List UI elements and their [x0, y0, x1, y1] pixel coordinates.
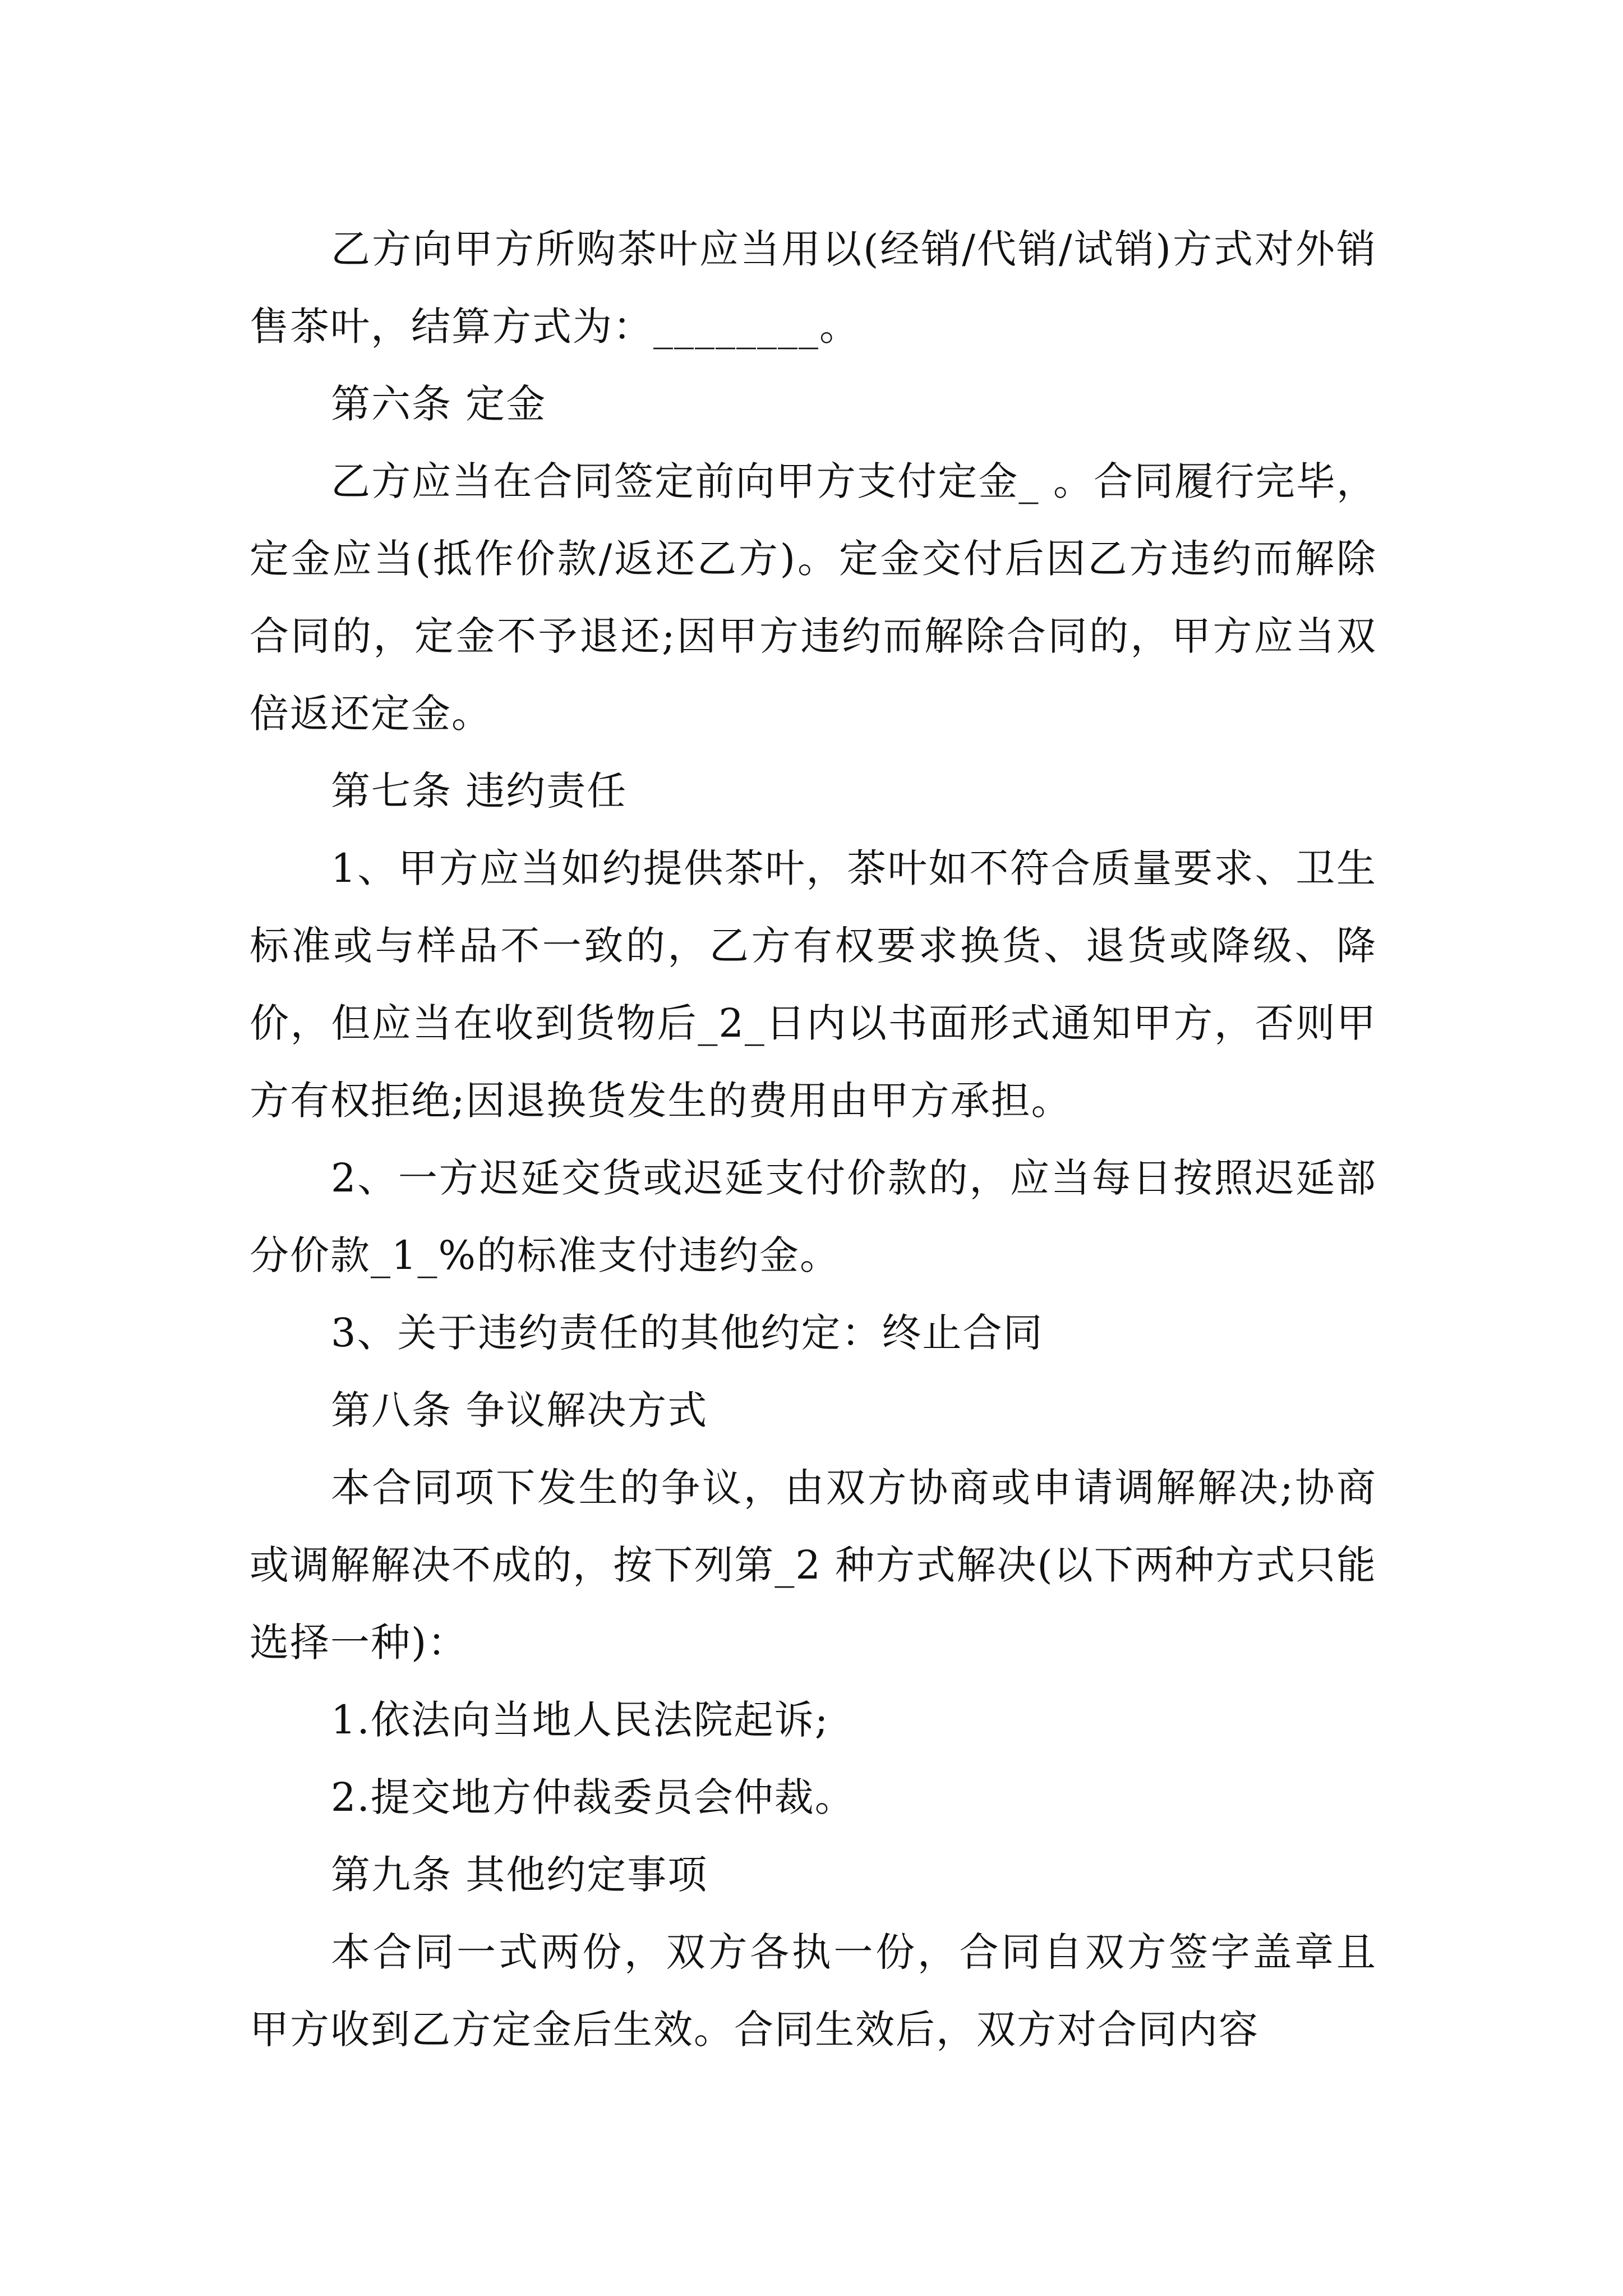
paragraph-dispute-option-1: 1.依法向当地人民法院起诉;: [331, 1697, 829, 1743]
paragraph-dispute-option-2: 2.提交地方仲裁委员会仲裁。: [331, 1774, 855, 1820]
paragraph-liability-3: 3、关于违约责任的其他约定：终止合同: [331, 1310, 1044, 1356]
paragraph-sales-method: 乙方向甲方所购茶叶应当用以(经销/代销/试销)方式对外销售茶叶，结算方式为：________。: [250, 226, 1377, 349]
heading-article-6-deposit: 第六条 定金: [331, 381, 547, 427]
paragraph-dispute-resolution: 本合同项下发生的争议，由双方协商或申请调解解决;协商或调解解决不成的，按下列第_2 种方式解决(以下两种方式只能选择一种)：: [250, 1465, 1377, 1665]
contract-text: [250, 210, 1377, 2068]
paragraph-liability-2: 2、一方迟延交货或迟延支付价款的，应当每日按照迟延部分价款_1_%的标准支付违约金。: [250, 1155, 1377, 1278]
paragraph-deposit-terms: 乙方应当在合同签定前向甲方支付定金_ 。合同履行完毕，定金应当(抵作价款/返还乙方)。定金交付后因乙方违约而解除合同的，定金不予退还;因甲方违约而解除合同的，甲方应当双倍返还定金。: [250, 458, 1377, 737]
paragraph-liability-1: 1、甲方应当如约提供茶叶，茶叶如不符合质量要求、卫生标准或与样品不一致的，乙方有权要求换货、退货或降级、降价，但应当在收到货物后_2_日内以书面形式通知甲方，否则甲方有权拒绝;因退换货发生的费用由甲方承担。: [250, 845, 1377, 1124]
paragraph-other-terms: 本合同一式两份，双方各执一份，合同自双方签字盖章且甲方收到乙方定金后生效。合同生效后，双方对合同内容: [250, 1929, 1377, 2053]
heading-article-8-disputes: 第八条 争议解决方式: [331, 1387, 708, 1433]
heading-article-9-other: 第九条 其他约定事项: [331, 1852, 708, 1898]
heading-article-7-liability: 第七条 违约责任: [331, 768, 628, 814]
